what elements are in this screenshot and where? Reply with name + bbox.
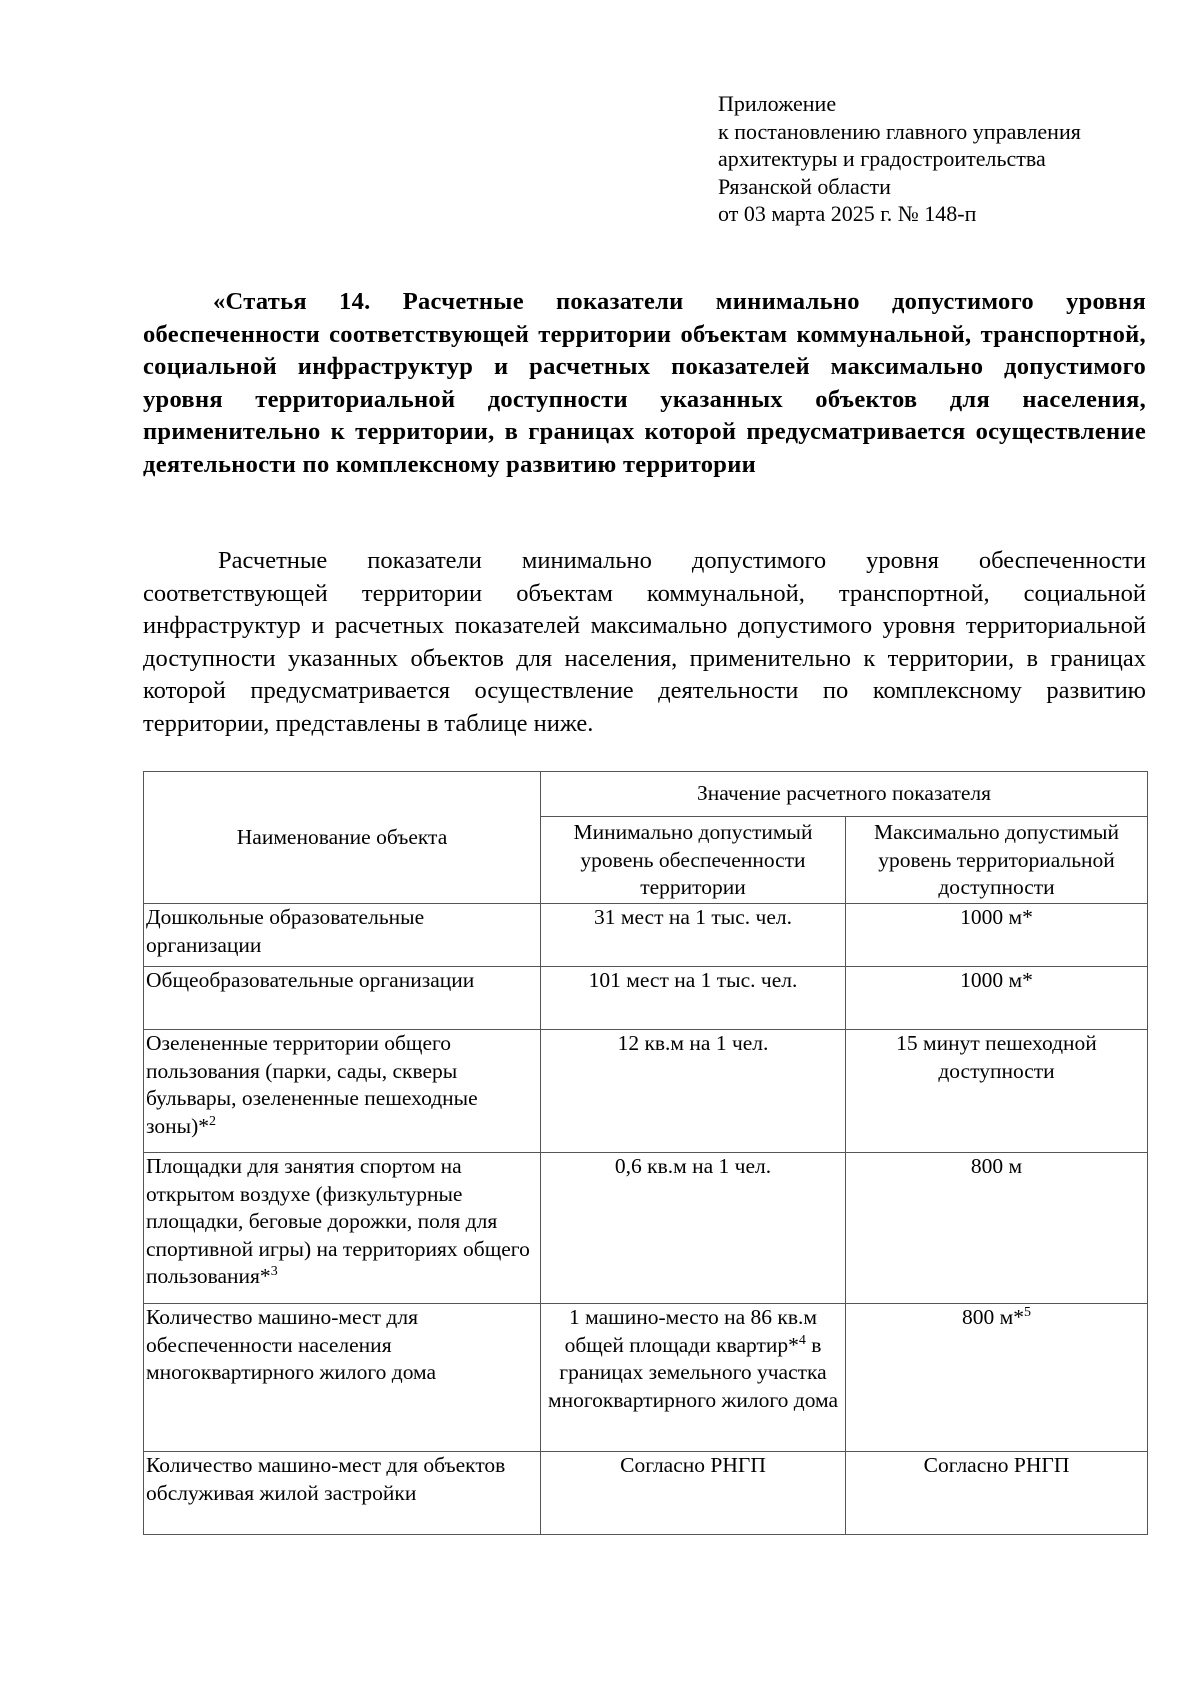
intro-paragraph: Расчетные показатели минимально допустимого уровня обеспеченности соответствующей территории объектам коммунальной, транспортной, социальной инфраструктур и расчетных показателей максимально допустимого уровня территориальной доступности указанных объектов для населения, применительно к территории, в границах которой предусматривается осуществление деятельности по комплексному развитию территории, представлены в таблице ниже. <box>143 547 1146 737</box>
table-row <box>144 1153 1148 1304</box>
min-value-cell: Согласно РНГП <box>541 1452 846 1535</box>
min-value-cell: 101 мест на 1 тыс. чел. <box>541 967 846 1030</box>
object-name-cell: Площадки для занятия спортом на открытом воздухе (физкультурные площадки, беговые дорожки, поля для спортивной игры) на территориях общего пользования*$^3$ <box>144 1153 541 1304</box>
min-value-cell: 1 машино-место на 86 кв.м общей площади квартир*$^4$ в границах земельного участка многоквартирного жилого дома <box>541 1304 846 1452</box>
appendix-line: архитектуры и градостроительства <box>718 146 1046 171</box>
object-name-cell: Количество машино-мест для объектов обслуживая жилой застройки <box>144 1452 541 1535</box>
object-name-cell: Количество машино-мест для обеспеченности населения многоквартирного жилого дома <box>144 1304 541 1452</box>
footnote-marker: 5 <box>1023 1305 1031 1320</box>
object-name-cell: Общеобразовательные организации <box>144 967 541 1030</box>
max-value-cell: 1000 м* <box>846 904 1148 967</box>
table-row <box>144 1030 1148 1153</box>
table-row <box>144 967 1148 1030</box>
footnote-marker: 4 <box>798 1332 806 1348</box>
max-value-cell: Согласно РНГП <box>846 1452 1148 1535</box>
min-value-cell: 31 мест на 1 тыс. чел. <box>541 904 846 967</box>
max-value-cell: 800 м*$^5$ <box>846 1304 1148 1452</box>
header-min-level: Минимально допустимый уровень обеспеченности территории <box>541 817 846 904</box>
table-row <box>144 1452 1148 1535</box>
table-row <box>144 1304 1148 1452</box>
appendix-line: Рязанской области <box>718 173 891 199</box>
max-value-cell: 800 м <box>846 1153 1148 1304</box>
max-value-cell: 15 минут пешеходной доступности <box>846 1030 1148 1153</box>
header-object-name: Наименование объекта <box>144 772 541 904</box>
indicators-table <box>143 771 1148 1535</box>
footnote-marker: 2 <box>208 1113 216 1129</box>
appendix-date-line: от 03 марта 2025 г. № 148-п <box>718 201 977 226</box>
max-value-cell: 1000 м* <box>846 967 1148 1030</box>
header-max-access: Максимально допустимый уровень территориальной доступности <box>846 817 1148 904</box>
footnote-marker: 3 <box>270 1264 278 1279</box>
table-row <box>144 904 1148 967</box>
min-value-cell: 12 кв.м на 1 чел. <box>541 1030 846 1153</box>
article-title: «Статья 14. Расчетные показатели минимально допустимого уровня обеспеченности соответствующей территории объектам коммунальной, транспортной, социальной инфраструктур и расчетных показателей максимально допустимого уровня территориальной доступности указанных объектов для населения, применительно к территории, в границах которой предусматривается осуществление деятельности по комплексному развитию территории <box>143 288 1146 478</box>
appendix-block <box>718 90 1081 228</box>
object-name-cell: Дошкольные образовательные организации <box>144 904 541 967</box>
object-name-cell: Озелененные территории общего пользования (парки, сады, скверы бульвары, озелененные пешеходные зоны)*$^2$ <box>144 1030 541 1153</box>
header-value-group: Значение расчетного показателя <box>541 772 1148 817</box>
min-value-cell: 0,6 кв.м на 1 чел. <box>541 1153 846 1304</box>
appendix-line: Приложение <box>718 91 837 116</box>
appendix-line: к постановлению главного управления <box>718 118 1081 144</box>
